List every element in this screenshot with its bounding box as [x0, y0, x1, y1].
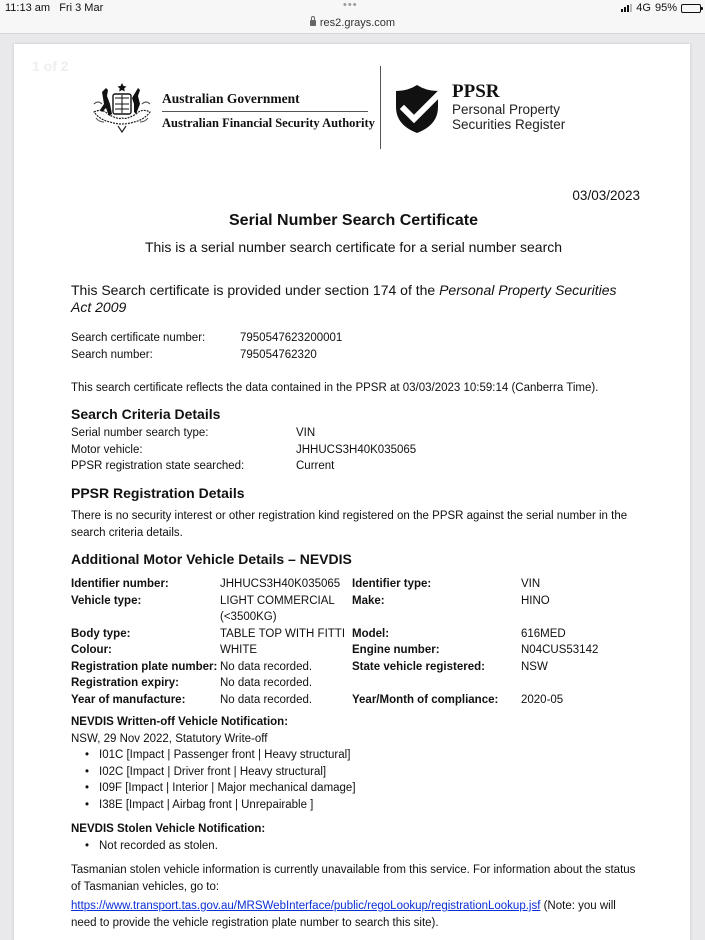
- battery-percent: 95%: [654, 2, 677, 14]
- ppsr-line1: Personal Property: [452, 102, 561, 117]
- logo-divider: [380, 66, 381, 149]
- stolen-section: [71, 821, 636, 854]
- registration-details-text: There is no security interest or other registration kind registered on the PPSR against the serial number in the search criteria details.: [71, 510, 628, 539]
- nevdis-row: Vehicle type: LIGHT COMMERCIAL (<3500KG) Make: HINO: [71, 594, 550, 623]
- battery-icon: [681, 4, 701, 13]
- criteria-row: PPSR registration state searched: Current: [71, 460, 335, 472]
- url-bar[interactable]: [0, 16, 705, 34]
- certificate-subtitle: This is a serial number search certificate for a serial number search: [144, 239, 563, 255]
- registration-details-heading: PPSR Registration Details: [71, 485, 245, 501]
- criteria-row: Motor vehicle: JHHUCS3H40K035065: [71, 443, 417, 456]
- certificate-number-value: 7950547623200001: [240, 332, 343, 344]
- gov-wordmark: [162, 91, 375, 131]
- stolen-heading: NEVDIS Stolen Vehicle Notification:: [71, 823, 266, 835]
- network-label: 4G: [636, 2, 651, 14]
- nevdis-heading: Additional Motor Vehicle Details – NEVDIS: [71, 551, 352, 567]
- written-off-section: [71, 714, 636, 813]
- status-right: [621, 2, 701, 14]
- certificate-numbers: [71, 330, 342, 363]
- shield-check-icon: [392, 83, 442, 135]
- reflects-statement: This search certificate reflects the data contained in the PPSR at 03/03/2023 10:59:14 (Canberra Time).: [71, 382, 599, 394]
- search-criteria-heading: Search Criteria Details: [71, 406, 221, 422]
- tasmania-note: (Note: you will need to provide the vehicle registration plate number to search this site).: [71, 900, 616, 929]
- url-domain[interactable]: res2.grays.com: [319, 17, 396, 29]
- certificate-number-row: Search certificate number: 7950547623200001: [71, 330, 342, 347]
- certificate-date: 03/03/2023: [572, 188, 640, 203]
- tasmania-link-line: [71, 898, 636, 931]
- page-indicator: 1 of 2: [32, 58, 69, 74]
- ppsr-title: PPSR: [452, 81, 500, 102]
- act-name: Personal Property Securities Act 2009: [71, 282, 617, 315]
- gov-line1: Australian Government: [162, 91, 368, 112]
- nevdis-table: [71, 576, 636, 708]
- status-time: 11:13 am Fri 3 Mar: [5, 2, 104, 14]
- pdf-page: [14, 44, 690, 940]
- gov-line2: Australian Financial Security Authority: [162, 116, 375, 130]
- nevdis-row: Registration expiry: No data recorded.: [71, 677, 313, 689]
- tasmania-lookup-link[interactable]: https://www.transport.tas.gov.au/MRSWebInterface/public/regoLookup/registrationLookup.jsf: [71, 900, 541, 912]
- nevdis-row: Year of manufacture: No data recorded. Year/Month of compliance: 2020-05: [71, 693, 564, 706]
- ppsr-wordmark: [452, 82, 565, 132]
- written-off-list: [85, 747, 636, 813]
- stolen-list: [85, 838, 636, 855]
- header-logos: [86, 66, 606, 151]
- list-item: • Not recorded as stolen.: [85, 838, 636, 855]
- search-number-value: 795054762320: [240, 348, 317, 361]
- tasmania-notice: [71, 862, 636, 931]
- signal-icon: [621, 4, 632, 12]
- lock-icon: [310, 20, 316, 26]
- nevdis-row: Colour: WHITE Engine number: N04CUS53142: [71, 644, 599, 656]
- list-item: • I01C [Impact | Passenger front | Heavy structural]: [85, 747, 636, 764]
- list-item: • I38E [Impact | Airbag front | Unrepairable ]: [85, 797, 636, 814]
- nevdis-row: Identifier number: JHHUCS3H40K035065 Identifier type: VIN: [71, 578, 541, 590]
- status-bar: [0, 0, 705, 16]
- search-number-row: Search number: 795054762320: [71, 347, 342, 364]
- nevdis-row: Registration plate number: No data recorded. State vehicle registered: NSW: [71, 660, 548, 673]
- search-criteria-table: [71, 425, 416, 475]
- tasmania-text: Tasmanian stolen vehicle information is currently unavailable from this service. For information about the status of Tasmanian vehicles, go to:: [71, 864, 636, 893]
- multitask-dots[interactable]: •••: [343, 0, 358, 11]
- list-item: • I02C [Impact | Driver front | Heavy structural]: [85, 764, 636, 781]
- nevdis-row: Body type: TABLE TOP WITH FITTI Model: 616MED: [71, 627, 566, 640]
- criteria-row: Serial number search type: VIN: [71, 427, 316, 439]
- ppsr-line2: Securities Register: [452, 117, 566, 132]
- written-off-summary: NSW, 29 Nov 2022, Statutory Write-off: [71, 732, 268, 745]
- certificate-title: Serial Number Search Certificate: [229, 212, 478, 229]
- written-off-heading: NEVDIS Written-off Vehicle Notification:: [71, 716, 289, 728]
- list-item: • I09F [Impact | Interior | Major mechanical damage]: [85, 780, 636, 797]
- coat-of-arms-icon: [88, 78, 156, 134]
- provided-statement: This Search certificate is provided under section 174 of the Personal Property Securities Act 2009: [71, 282, 617, 315]
